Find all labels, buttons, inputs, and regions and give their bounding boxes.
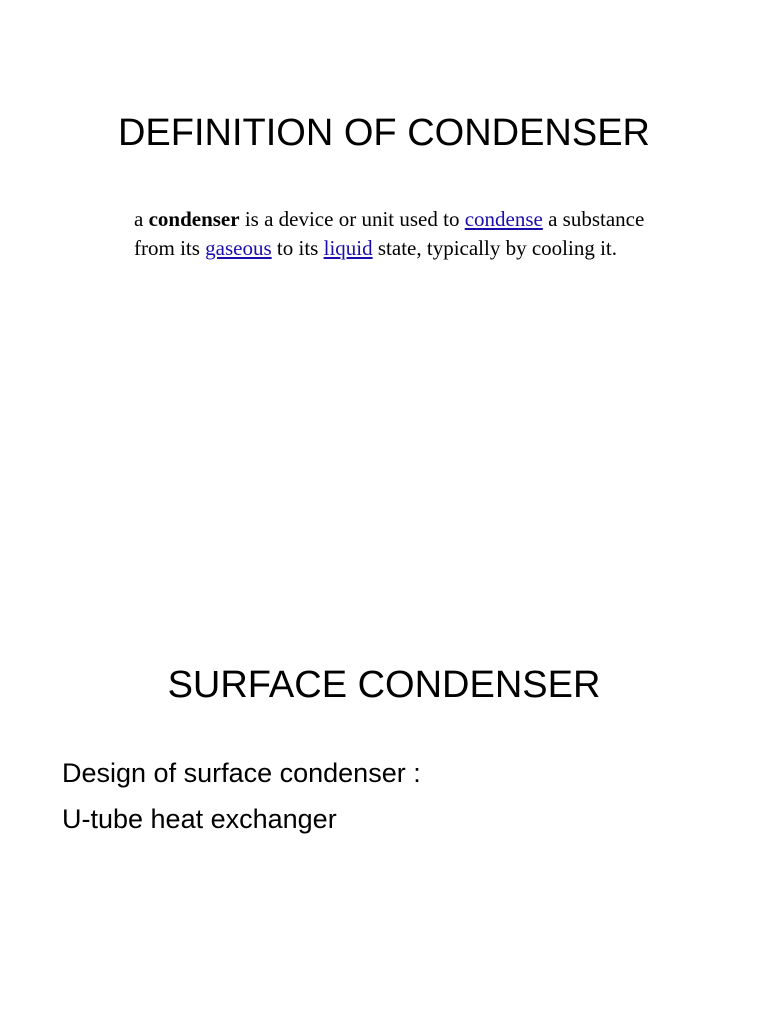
definition-text: state, typically by cooling it. [372, 236, 617, 260]
list-item: Design of surface condenser : [62, 758, 421, 788]
page-title-definition: DEFINITION OF CONDENSER [117, 112, 651, 154]
page-title-surface-condenser: SURFACE CONDENSER [167, 664, 601, 706]
definition-paragraph [134, 205, 654, 263]
definition-term: condenser [148, 207, 240, 231]
link-liquid[interactable]: liquid [323, 236, 373, 260]
definition-text: is a device or unit used to [239, 207, 465, 231]
definition-text: to its [271, 236, 324, 260]
link-condense[interactable]: condense [464, 207, 543, 231]
surface-condenser-list [62, 750, 722, 842]
definition-text: a [134, 207, 149, 231]
link-gaseous[interactable]: gaseous [205, 236, 272, 260]
list-item: U-tube heat exchanger [62, 804, 337, 834]
definition-text: a substance from its [134, 207, 645, 260]
